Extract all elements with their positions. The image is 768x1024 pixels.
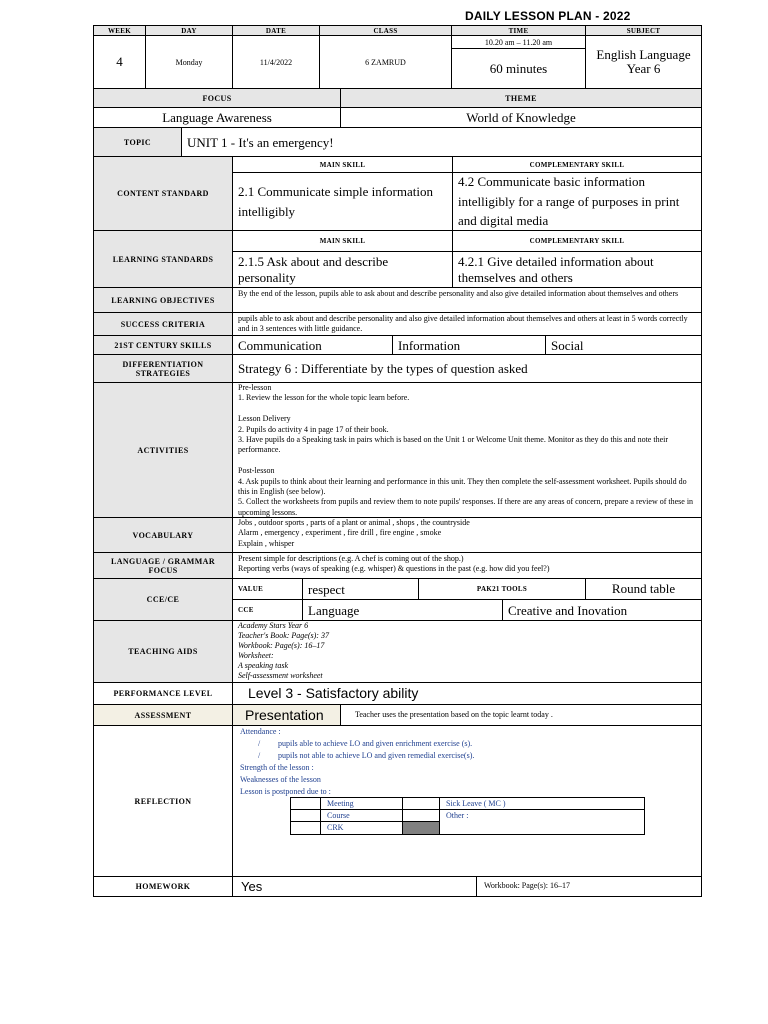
vocabulary-line: Jobs , outdoor sports , parts of a plant or animal , shops , the countryside [238,518,470,527]
assessment-note: Teacher uses the presentation based on the topic learnt today . [340,704,702,726]
topic-value: UNIT 1 - It's an emergency! [181,127,702,157]
vocabulary-text [232,517,702,553]
value-label: VALUE [232,578,303,600]
focus-label: FOCUS [93,88,341,108]
date-label: DATE [232,25,320,36]
postponed-text: Lesson is postponed due to : [240,787,331,796]
teaching-aid-line: Worksheet: [238,651,274,660]
crk-option: CRK [320,821,403,835]
weakness-text: Weaknesses of the lesson [240,775,321,784]
subject-label: SUBJECT [585,25,702,36]
course-option: Course [320,809,403,822]
activities-line: 4. Ask pupils to think about their learning and performance in this unit. They then complete the self-assessment worksheet. Pupils should do this in English (see below). [238,476,687,497]
week-value: 4 [93,35,146,89]
activities-line: Post-lesson [238,466,275,476]
grammar-line: Present simple for descriptions (e.g. A chef is coming out of the shop.) [238,554,464,563]
teaching-aid-line: Teacher's Book: Page(s): 37 [238,631,329,640]
grammar-text [232,552,702,579]
pak21-value: Round table [585,578,702,600]
enrichment-text: pupils able to achieve LO and given enrichment exercise (s). [278,739,473,748]
other-option: Other : [439,809,645,835]
skill-information: Information [392,335,546,355]
homework-label: HOMEWORK [93,876,233,897]
activities-line [238,404,696,414]
content-main-skill: 2.1 Communicate simple information intelligibly [232,172,453,231]
day-label: DAY [145,25,233,36]
grammar-line: Reporting verbs (ways of speaking (e.g. whisper) & questions in the past (e.g. how did you feel?) [238,564,550,574]
class-label: CLASS [319,25,452,36]
activities-line: Pre-lesson [238,383,272,392]
reflection-label: REFLECTION [93,725,233,877]
date-value: 11/4/2022 [232,35,320,89]
ls-main-skill-label: MAIN SKILL [232,230,453,252]
content-comp-skill: 4.2 Communicate basic information intelligibly for a range of purposes in print and digital media [452,172,702,231]
page-title: DAILY LESSON PLAN - 2022 [465,9,631,23]
activities-line: 5. Collect the worksheets from pupils and review them to note pupils' responses. If there are any areas of concern, prepare a review of these in upcoming lessons. [238,497,694,517]
skill-social: Social [545,335,702,355]
pak21-label: PAK21 TOOLS [418,578,586,600]
ls-comp-skill: 4.2.1 Give detailed information about themselves and others [452,251,702,288]
activities-text [232,382,702,518]
activities-line: 3. Have pupils do a Speaking task in pairs which is based on the Unit 1 or Welcome Unit theme. Monitor as they do this and note their performance. [238,435,669,455]
content-standard-label: CONTENT STANDARD [93,156,233,231]
activities-line: 2. Pupils do activity 4 in page 17 of their book. [238,424,389,434]
21st-century-skills-label: 21ST CENTURY SKILLS [93,335,233,355]
ce-value: Creative and Inovation [502,599,702,621]
sick-leave-option: Sick Leave ( MC ) [439,797,645,810]
content-main-skill-label: MAIN SKILL [232,156,453,173]
value-value: respect [302,578,419,600]
differentiation-text: Strategy 6 : Differentiate by the types of question asked [232,354,702,383]
meeting-option: Meeting [320,797,403,810]
activities-line: 1. Review the lesson for the whole topic learn before. [238,393,410,403]
vocabulary-line: Explain , whisper [238,538,295,548]
class-value: 6 ZAMRUD [319,35,452,89]
time-label: TIME [451,25,586,36]
duration-value: 60 minutes [451,48,586,89]
time-value: 10.20 am – 11.20 am [451,35,586,49]
differentiation-label: DIFFERENTIATION STRATEGIES [93,354,233,383]
activities-label: ACTIVITIES [93,382,233,518]
cce-sub-label: CCE [232,599,303,621]
crk-checkbox[interactable] [402,821,440,835]
day-value: Monday [145,35,233,89]
performance-level-value: Level 3 - Satisfactory ability [232,682,702,705]
activities-line: Lesson Delivery [238,414,291,424]
week-label: WEEK [93,25,146,36]
skill-communication: Communication [232,335,393,355]
teaching-aids-text [232,620,702,683]
postponed-cell [290,821,321,835]
teaching-aid-line: Workbook: Page(s): 16–17 [238,641,325,650]
remedial-mark: / [258,751,261,760]
success-criteria-text: pupils able to ask about and describe personality and also give detailed information about themselves and others at least in 5 words correctly and in 3 sentences with little guidance. [232,312,702,336]
performance-level-label: PERFORMANCE LEVEL [93,682,233,705]
teaching-aid-line: Self-assessment worksheet [238,671,323,680]
learning-objectives-label: LEARNING OBJECTIVES [93,287,233,313]
success-criteria-label: SUCCESS CRITERIA [93,312,233,336]
content-comp-skill-label: COMPLEMENTARY SKILL [452,156,702,173]
assessment-value: Presentation [232,704,341,726]
theme-value: World of Knowledge [340,107,702,128]
topic-label: TOPIC [93,127,182,157]
grammar-label: LANGUAGE / GRAMMAR FOCUS [93,552,233,579]
teaching-aid-line: A speaking task [238,661,289,670]
cce-value: Language [302,599,503,621]
vocabulary-line: Alarm , emergency , experiment , fire drill , fire engine , smoke [238,528,442,538]
teaching-aid-line: Academy Stars Year 6 [238,621,309,630]
theme-label: THEME [340,88,702,108]
remedial-text: pupils not able to achieve LO and given remedial exercise(s). [278,751,475,760]
learning-standards-label: LEARNING STANDARDS [93,230,233,288]
vocabulary-label: VOCABULARY [93,517,233,553]
teaching-aids-label: TEACHING AIDS [93,620,233,683]
focus-value: Language Awareness [93,107,341,128]
attendance-text: Attendance : [240,727,281,736]
ls-comp-skill-label: COMPLEMENTARY SKILL [452,230,702,252]
assessment-label: ASSESSMENT [93,704,233,726]
learning-objectives-text: By the end of the lesson, pupils able to ask about and describe personality and also give detailed information about themselves and others [232,287,702,313]
ls-main-skill: 2.1.5 Ask about and describe personality [232,251,453,288]
activities-line [238,456,696,466]
homework-note: Workbook: Page(s): 16–17 [476,876,702,897]
enrichment-mark: / [258,739,261,748]
homework-value: Yes [232,876,477,897]
subject-value: English Language Year 6 [585,35,702,89]
strength-text: Strength of the lesson : [240,763,314,772]
cce-label: CCE/CE [93,578,233,621]
